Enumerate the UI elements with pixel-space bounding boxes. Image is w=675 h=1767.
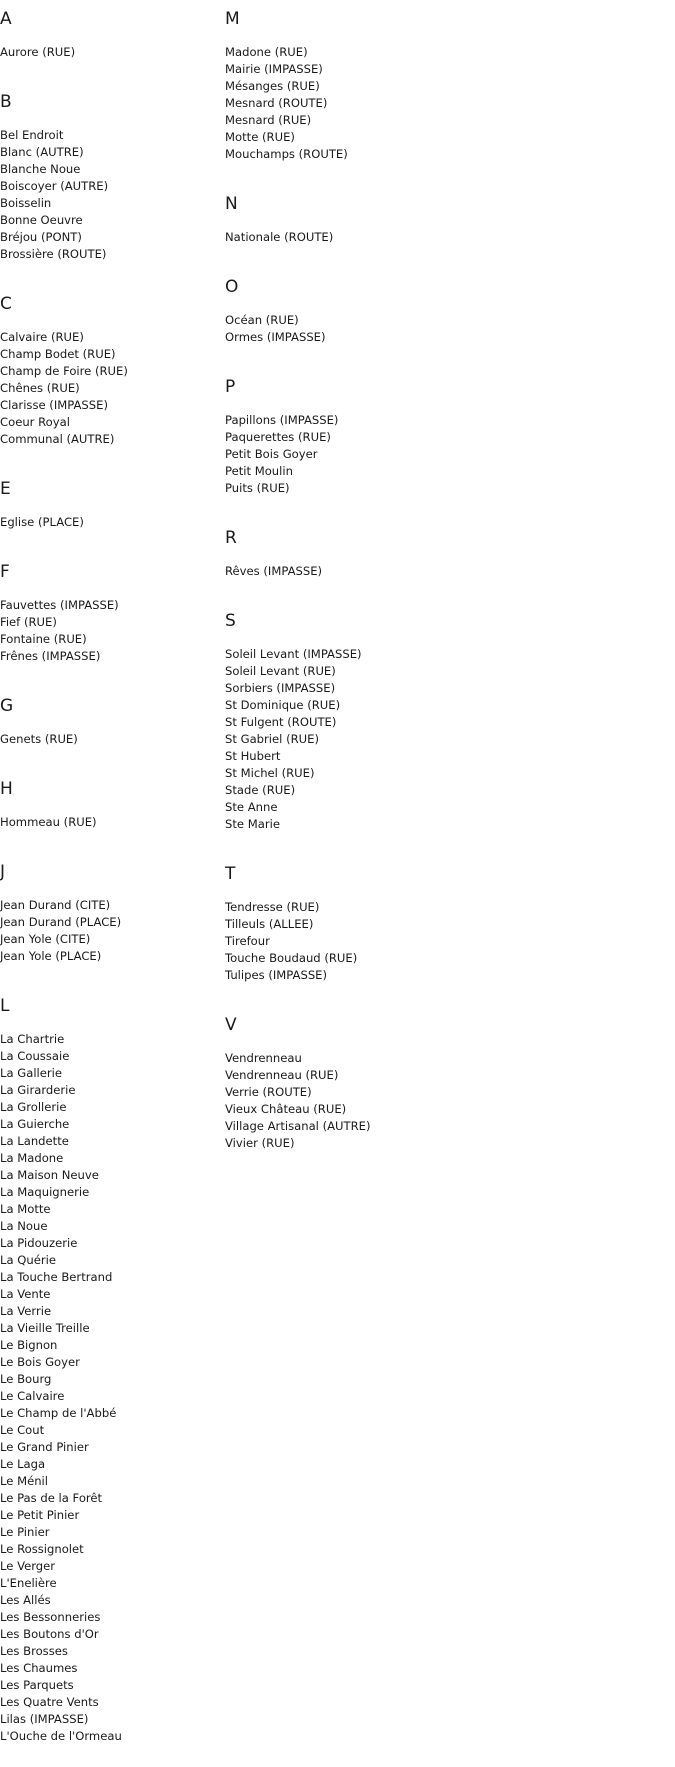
section-letter-heading: F	[0, 562, 10, 582]
street-item[interactable]: La Touche Bertrand	[0, 1270, 113, 1284]
street-item[interactable]: Soleil Levant (RUE)	[225, 664, 336, 678]
street-item[interactable]: La Gallerie	[0, 1066, 63, 1080]
street-item[interactable]: Blanc (AUTRE)	[0, 145, 84, 159]
street-item[interactable]: Mésanges (RUE)	[225, 79, 320, 93]
street-item[interactable]: Communal (AUTRE)	[0, 432, 115, 446]
street-item[interactable]: Tilleuls (ALLEE)	[225, 917, 314, 931]
street-item[interactable]: Puits (RUE)	[225, 481, 290, 495]
section-letter-heading: A	[0, 9, 12, 29]
street-list	[225, 412, 525, 497]
letter-section-b	[0, 83, 220, 263]
street-item[interactable]: Mesnard (RUE)	[225, 113, 312, 127]
street-item[interactable]: Tendresse (RUE)	[225, 900, 320, 914]
street-item[interactable]: Le Petit Pinier	[0, 1508, 80, 1522]
street-item[interactable]: Les Boutons d'Or	[0, 1627, 99, 1641]
street-item[interactable]: Boiscoyer (AUTRE)	[0, 179, 109, 193]
section-letter-heading: S	[225, 611, 236, 631]
street-item[interactable]: Le Bois Goyer	[0, 1355, 80, 1369]
street-item[interactable]: Calvaire (RUE)	[0, 330, 84, 344]
street-item[interactable]: Brossière (ROUTE)	[0, 247, 107, 261]
street-item[interactable]: Bonne Oeuvre	[0, 213, 83, 227]
street-item[interactable]: Blanche Noue	[0, 162, 81, 176]
street-item[interactable]: Le Cout	[0, 1423, 45, 1437]
street-item[interactable]: Aurore (RUE)	[0, 45, 76, 59]
street-item[interactable]: Océan (RUE)	[225, 313, 299, 327]
street-item[interactable]: La Noue	[0, 1219, 48, 1233]
section-letter-heading: N	[225, 194, 238, 214]
section-letter-heading: C	[0, 294, 12, 314]
street-item[interactable]: Fief (RUE)	[0, 615, 57, 629]
street-item[interactable]: La Vente	[0, 1287, 51, 1301]
letter-section-h	[0, 770, 220, 831]
street-item[interactable]: L'Ouche de l'Ormeau	[0, 1729, 122, 1743]
street-list	[0, 897, 220, 965]
street-item[interactable]: Hommeau (RUE)	[0, 815, 97, 829]
section-letter-heading: P	[225, 377, 236, 397]
street-item[interactable]: Petit Moulin	[225, 464, 293, 478]
street-item[interactable]: Mesnard (ROUTE)	[225, 96, 328, 110]
street-item[interactable]: Mairie (IMPASSE)	[225, 62, 323, 76]
letter-section-m	[225, 0, 525, 163]
street-item[interactable]: L'Enelière	[0, 1576, 57, 1590]
street-item[interactable]: Vendrenneau (RUE)	[225, 1068, 339, 1082]
street-list	[0, 329, 220, 448]
letter-section-j	[0, 853, 220, 965]
section-letter-heading: L	[0, 996, 10, 1016]
street-item[interactable]: Soleil Levant (IMPASSE)	[225, 647, 362, 661]
street-item[interactable]: Les Chaumes	[0, 1661, 78, 1675]
street-index-right-column	[225, 0, 525, 1174]
street-list	[225, 563, 525, 580]
street-item[interactable]: Papillons (IMPASSE)	[225, 413, 339, 427]
street-item[interactable]: La Maquignerie	[0, 1185, 90, 1199]
street-item[interactable]: Rêves (IMPASSE)	[225, 564, 323, 578]
street-item[interactable]: Boisselin	[0, 196, 52, 210]
street-item[interactable]: Champ de Foire (RUE)	[0, 364, 128, 378]
street-item[interactable]: Verrie (ROUTE)	[225, 1085, 312, 1099]
letter-section-t	[225, 855, 525, 984]
street-item[interactable]: Clarisse (IMPASSE)	[0, 398, 109, 412]
letter-section-n	[225, 185, 525, 246]
section-letter-heading: R	[225, 528, 237, 548]
letter-section-p	[225, 368, 525, 497]
street-item[interactable]: Les Bessonneries	[0, 1610, 101, 1624]
street-item[interactable]: Les Quatre Vents	[0, 1695, 99, 1709]
street-item[interactable]: La Quérie	[0, 1253, 56, 1267]
street-item[interactable]: Eglise (PLACE)	[0, 515, 84, 529]
street-item[interactable]: Ste Anne	[225, 800, 278, 814]
street-item[interactable]: Jean Durand (PLACE)	[0, 915, 122, 929]
street-item[interactable]: Tirefour	[225, 934, 270, 948]
street-item[interactable]: Jean Durand (CITE)	[0, 898, 111, 912]
street-list	[0, 127, 220, 263]
letter-section-g	[0, 687, 220, 748]
section-letter-heading: T	[225, 864, 236, 884]
street-item[interactable]: Lilas (IMPASSE)	[0, 1712, 89, 1726]
section-letter-heading: B	[0, 92, 12, 112]
street-item[interactable]: La Maison Neuve	[0, 1168, 99, 1182]
street-item[interactable]: Petit Bois Goyer	[225, 447, 318, 461]
letter-section-a	[0, 0, 220, 61]
street-list	[225, 1050, 525, 1152]
letter-section-e	[0, 470, 220, 531]
street-item[interactable]: Les Parquets	[0, 1678, 74, 1692]
street-item[interactable]: Madone (RUE)	[225, 45, 308, 59]
street-item[interactable]: La Motte	[0, 1202, 51, 1216]
letter-section-c	[0, 285, 220, 448]
street-item[interactable]: Frênes (IMPASSE)	[0, 649, 101, 663]
street-item[interactable]: La Madone	[0, 1151, 64, 1165]
street-item[interactable]: Motte (RUE)	[225, 130, 295, 144]
section-letter-heading: J	[0, 862, 6, 882]
street-item[interactable]: Village Artisanal (AUTRE)	[225, 1119, 371, 1133]
street-item[interactable]: Jean Yole (CITE)	[0, 932, 91, 946]
street-item[interactable]: La Chartrie	[0, 1032, 65, 1046]
street-list	[0, 597, 220, 665]
letter-section-v	[225, 1006, 525, 1152]
section-letter-heading: E	[0, 479, 11, 499]
letter-section-l	[0, 987, 220, 1745]
street-item[interactable]: Jean Yole (PLACE)	[0, 949, 102, 963]
street-item[interactable]: Bréjou (PONT)	[0, 230, 82, 244]
street-item[interactable]: Vieux Château (RUE)	[225, 1102, 347, 1116]
letter-section-f	[0, 553, 220, 665]
street-item[interactable]: Le Grand Pinier	[0, 1440, 89, 1454]
street-item[interactable]: Le Champ de l'Abbé	[0, 1406, 117, 1420]
street-item[interactable]: Le Verger	[0, 1559, 56, 1573]
street-list	[0, 731, 220, 748]
street-item[interactable]: Nationale (ROUTE)	[225, 230, 334, 244]
street-item[interactable]: Tulipes (IMPASSE)	[225, 968, 328, 982]
street-item[interactable]: Touche Boudaud (RUE)	[225, 951, 358, 965]
street-item[interactable]: Champ Bodet (RUE)	[0, 347, 116, 361]
section-letter-heading: G	[0, 696, 14, 716]
street-item[interactable]: La Girarderie	[0, 1083, 76, 1097]
street-item[interactable]: Les Allés	[0, 1593, 51, 1607]
street-item[interactable]: La Grollerie	[0, 1100, 67, 1114]
street-item[interactable]: Vivier (RUE)	[225, 1136, 295, 1150]
street-item[interactable]: La Verrie	[0, 1304, 52, 1318]
street-list	[0, 814, 220, 831]
street-item[interactable]: Vendrenneau	[225, 1051, 302, 1065]
street-list	[0, 44, 220, 61]
street-item[interactable]: La Landette	[0, 1134, 69, 1148]
street-item[interactable]: Le Bourg	[0, 1372, 52, 1386]
street-item[interactable]: Genets (RUE)	[0, 732, 78, 746]
street-item[interactable]: Coeur Royal	[0, 415, 70, 429]
street-item[interactable]: Le Calvaire	[0, 1389, 65, 1403]
street-item[interactable]: Ormes (IMPASSE)	[225, 330, 326, 344]
street-item[interactable]: Le Laga	[0, 1457, 46, 1471]
street-item[interactable]: Le Pinier	[0, 1525, 50, 1539]
street-item[interactable]: St Michel (RUE)	[225, 766, 315, 780]
street-list	[0, 514, 220, 531]
section-letter-heading: M	[225, 9, 240, 29]
street-list	[225, 312, 525, 346]
street-item[interactable]: St Hubert	[225, 749, 281, 763]
letter-section-r	[225, 519, 525, 580]
street-item[interactable]: Chênes (RUE)	[0, 381, 80, 395]
street-item[interactable]: St Dominique (RUE)	[225, 698, 341, 712]
street-list	[225, 229, 525, 246]
street-index-left-column	[0, 0, 220, 1767]
street-item[interactable]: Le Bignon	[0, 1338, 58, 1352]
street-list	[225, 646, 525, 833]
letter-section-o	[225, 268, 525, 346]
street-item[interactable]: Paquerettes (RUE)	[225, 430, 331, 444]
street-item[interactable]: Fontaine (RUE)	[0, 632, 87, 646]
section-letter-heading: H	[0, 779, 13, 799]
street-item[interactable]: Ste Marie	[225, 817, 280, 831]
street-item[interactable]: Sorbiers (IMPASSE)	[225, 681, 336, 695]
section-letter-heading: V	[225, 1015, 237, 1035]
street-item[interactable]: Les Brosses	[0, 1644, 68, 1658]
street-item[interactable]: La Pidouzerie	[0, 1236, 78, 1250]
section-letter-heading: O	[225, 277, 239, 297]
street-item[interactable]: Mouchamps (ROUTE)	[225, 147, 348, 161]
street-item[interactable]: La Coussaie	[0, 1049, 70, 1063]
street-item[interactable]: Le Pas de la Forêt	[0, 1491, 103, 1505]
street-item[interactable]: La Guierche	[0, 1117, 70, 1131]
street-item[interactable]: St Fulgent (ROUTE)	[225, 715, 337, 729]
street-item[interactable]: Fauvettes (IMPASSE)	[0, 598, 119, 612]
street-list	[225, 44, 525, 163]
street-item[interactable]: La Vieille Treille	[0, 1321, 90, 1335]
street-list	[225, 899, 525, 984]
street-list	[0, 1031, 220, 1745]
street-item[interactable]: St Gabriel (RUE)	[225, 732, 319, 746]
street-item[interactable]: Le Ménil	[0, 1474, 48, 1488]
street-item[interactable]: Stade (RUE)	[225, 783, 296, 797]
street-item[interactable]: Bel Endroit	[0, 128, 64, 142]
letter-section-s	[225, 602, 525, 833]
street-item[interactable]: Le Rossignolet	[0, 1542, 84, 1556]
